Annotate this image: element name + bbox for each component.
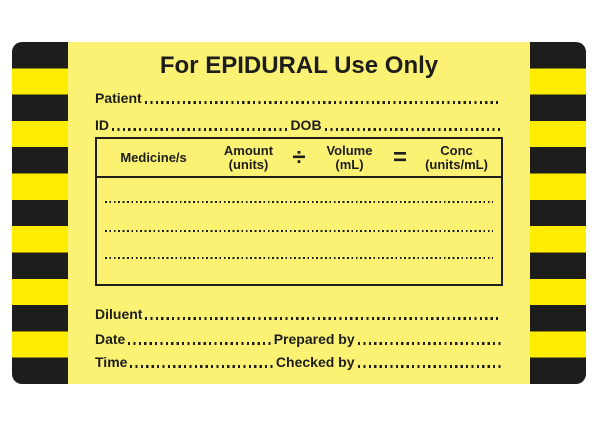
dob-writein-line[interactable] [325,128,501,131]
hazard-stripes-left [12,42,68,384]
time-writein-line[interactable] [130,365,273,368]
medicine-row-writein-line[interactable] [105,257,493,259]
column-header-conc-units-per-ml: Conc (units/mL) [425,142,488,172]
date-prepared-row [95,331,503,347]
prepared-by-writein-line[interactable] [358,342,501,345]
time-label: Time [95,354,128,370]
epidural-warning-label [12,42,586,384]
column-header-volume-ml: Volume (mL) [326,142,373,172]
column-header-amount-units: Amount (units) [223,142,274,172]
label-body [68,42,530,384]
diluent-label: Diluent [95,306,143,322]
checked-by-label: Checked by [275,354,355,370]
diluent-writein-line[interactable] [145,317,501,320]
patient-writein-line[interactable] [145,101,501,104]
equals-sign: = [392,143,407,171]
dob-label: DOB [290,117,322,133]
time-checked-row [95,354,503,370]
hazard-stripes-right [530,42,586,384]
medicine-row-writein-line[interactable] [105,230,493,232]
medicine-table-header [97,139,501,178]
label-title: For EPIDURAL Use Only [159,52,439,79]
diluent-row [95,306,503,322]
patient-row [95,90,503,106]
date-label: Date [95,331,126,347]
patient-label: Patient [95,90,142,106]
id-label: ID [95,117,109,133]
division-sign: ÷ [292,143,306,171]
medicine-row-writein-line[interactable] [105,201,493,203]
column-header-medicine: Medicine/s [120,149,187,165]
medicine-table-body [97,178,501,284]
prepared-by-label: Prepared by [273,331,355,347]
date-writein-line[interactable] [128,342,271,345]
id-dob-row [95,117,503,133]
medicine-table [95,137,503,286]
id-writein-line[interactable] [112,128,288,131]
checked-by-writein-line[interactable] [358,365,501,368]
